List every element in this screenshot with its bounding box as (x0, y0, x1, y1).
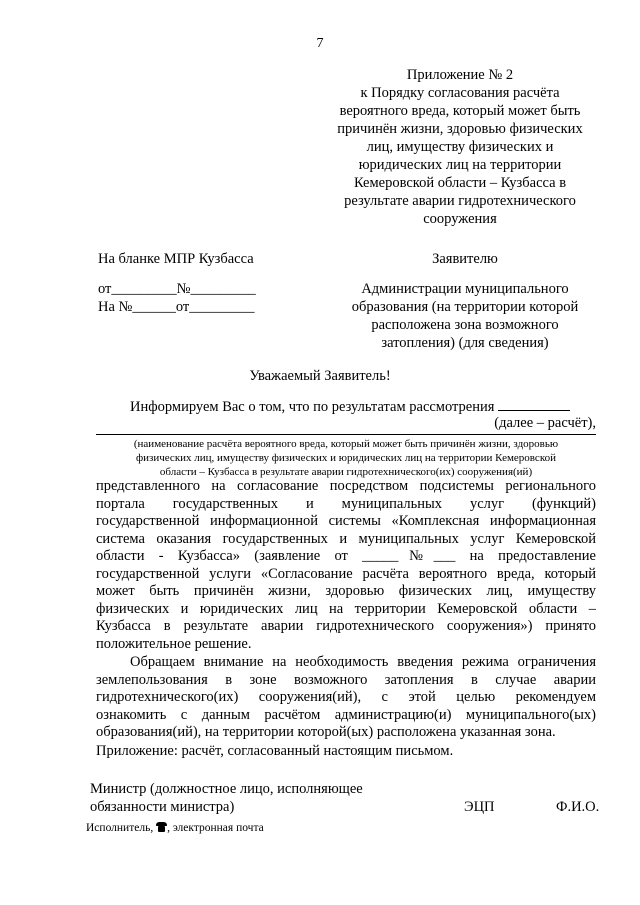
executor-prefix: Исполнитель, (86, 822, 154, 834)
signatory-title (90, 780, 363, 816)
paragraph-line: Обращаем внимание на необходимость введения режима ограничения (130, 654, 596, 670)
recipient-address-line: затопления) (для сведения) (381, 335, 549, 351)
attachment-line: Приложение: расчёт, согласованный настоящим письмом. (96, 743, 454, 759)
paragraph-attention (96, 654, 596, 742)
paragraph-line: положительное решение. (96, 635, 252, 652)
appendix-line: сооружения (423, 211, 497, 227)
paragraph-line: области - Кузбасса» (заявление от _____№___ на предоставление (96, 548, 596, 564)
paragraph-line: государственной услуги «Согласование расчёта вероятного вреда, который (96, 565, 596, 582)
appendix-header (330, 66, 590, 228)
recipient-block (340, 250, 590, 352)
salutation: Уважаемый Заявитель! (249, 368, 391, 384)
recipient-address-line: расположена зона возможного (371, 317, 559, 333)
paragraph-decision (96, 478, 596, 653)
paragraph-line: система оказания государственных и муниципальных услуг Кемеровской (96, 530, 596, 547)
inform-line (130, 398, 570, 416)
appendix-line: к Порядку согласования расчёта (360, 85, 560, 101)
date-number-line: от_________№_________ (98, 281, 256, 297)
footnote-caption (96, 437, 596, 479)
paragraph-line: ознакомить с данным расчётом администрацию(и) муниципального(ых) (96, 706, 596, 723)
recipient-address (340, 280, 590, 352)
phone-icon (156, 822, 167, 832)
page-number: 7 (316, 36, 324, 51)
paragraph-line: портала государственных и муниципальных услуг (функций) (96, 495, 596, 512)
letterhead-label: На бланке МПР Кузбасса (98, 251, 254, 267)
footnote-line: (наименование расчёта вероятного вреда, который может быть причинён жизни, здоровью (133, 438, 559, 450)
footnote-line: области – Кузбасса в результате аварии гидротехнического(их) сооружения(ий) (159, 466, 533, 478)
appendix-line: результате аварии гидротехнического (344, 193, 576, 209)
executor-line (86, 822, 264, 834)
letterhead-block (98, 250, 256, 316)
appendix-line: причинён жизни, здоровью физических (337, 121, 583, 137)
signatory-line: обязанности министра) (90, 799, 235, 815)
appendix-line: юридических лиц на территории (358, 157, 562, 173)
footnote-line: физических лиц, имуществу физических и юридических лиц на территории Кемеровской (136, 452, 556, 464)
appendix-line: Кемеровской области – Кузбасса в (353, 175, 567, 191)
paragraph-line: землепользования в зоне возможного затопления в случае аварии (96, 671, 596, 688)
dalee-line: (далее – расчёт), (96, 415, 596, 435)
appendix-line: лиц, имуществу физических и (366, 139, 554, 155)
paragraph-line: представленного на согласование посредством подсистемы регионального (96, 478, 596, 494)
paragraph-line: может быть причинён жизни, здоровью физических лиц, имуществу (96, 583, 596, 599)
signatory-line: Министр (должностное лицо, исполняющее (90, 781, 363, 797)
appendix-line: Приложение № 2 (406, 67, 514, 83)
appendix-line: вероятного вреда, который может быть (339, 103, 581, 119)
paragraph-line: образования(ий), на территории которой(ых) расположена указанная зона. (96, 724, 556, 740)
digital-signature-label: ЭЦП (464, 799, 495, 815)
executor-suffix: , электронная почта (167, 822, 264, 834)
paragraph-line: гидротехнического(их) сооружения(ий), с этой целью рекомендуем (96, 689, 596, 705)
paragraph-line: государственной информационной системы «Комплексная информационная (96, 513, 596, 529)
recipient-title: Заявителю (432, 251, 498, 267)
recipient-address-line: Администрации муниципального (361, 281, 569, 297)
paragraph-line: Кузбасса в результате аварии гидротехнического сооружения») принято (96, 618, 596, 634)
reference-line: На №______от_________ (98, 299, 255, 315)
inform-text: Информируем Вас о том, что по результатам рассмотрения (130, 399, 495, 415)
signatory-name: Ф.И.О. (556, 799, 600, 815)
recipient-address-line: образования (на территории которой (351, 299, 579, 315)
paragraph-line: физических и юридических лиц на территории Кемеровской области – (96, 600, 596, 617)
fill-in-blank (498, 398, 570, 411)
